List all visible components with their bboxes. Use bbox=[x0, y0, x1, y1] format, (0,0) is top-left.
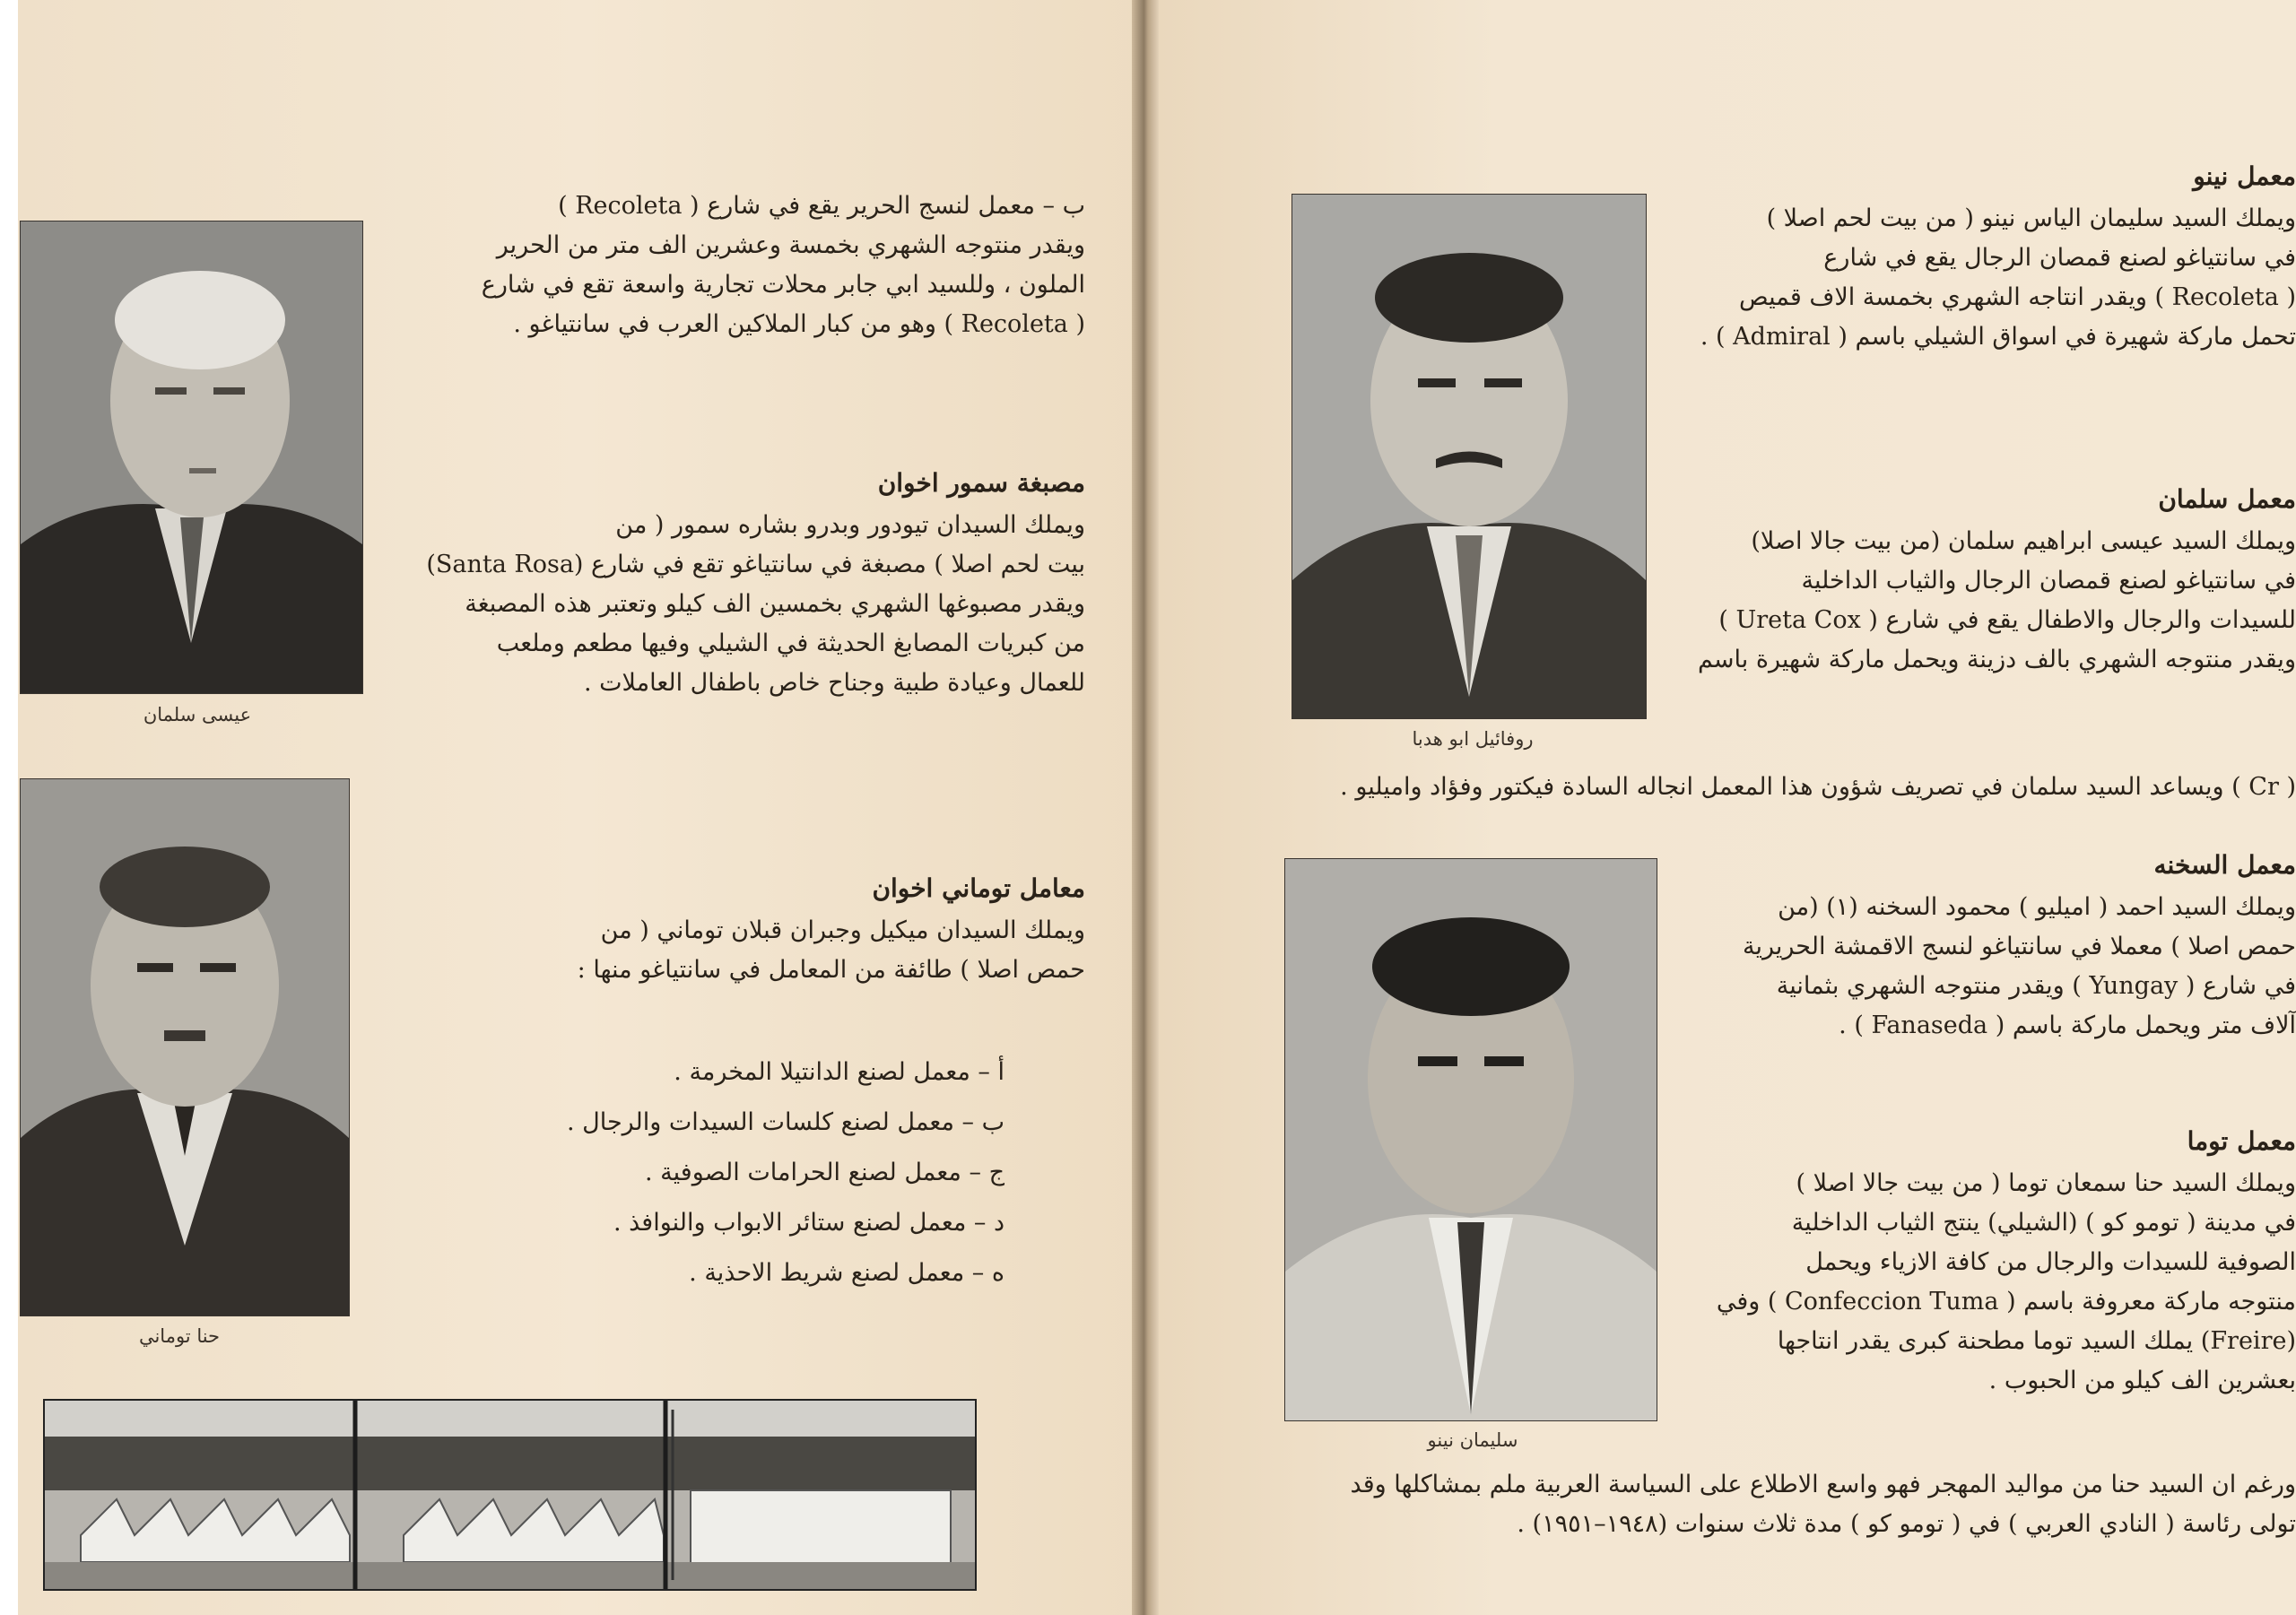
text-line: ويملك السيد عيسى ابراهيم سلمان (من بيت جالا اصلا) bbox=[1751, 527, 2296, 555]
text-line: بيت لحم اصلا ) مصبغة في سانتياغو تقع في شارع (Santa Rosa) bbox=[426, 551, 1085, 578]
text-line: تولى رئاسة ( النادي العربي ) في ( تومو كو ) مدة ثلاث سنوات (١٩٤٨–١٩٥١) . bbox=[1517, 1510, 2296, 1538]
section-toumani-brothers bbox=[395, 866, 1085, 990]
list-item: ب – معمل لصنع كلسات السيدات والرجال . bbox=[566, 1108, 1004, 1136]
section-heading: معامل توماني اخوان bbox=[872, 873, 1085, 903]
caption-photo-3: روفائيل ابو هدبا bbox=[1412, 728, 1534, 750]
text-line: ب – معمل لنسج الحرير يقع في شارع ( Recoleta ) bbox=[558, 192, 1085, 220]
text-line: بعشرين الف كيلو من الحبوب . bbox=[1988, 1367, 2296, 1394]
text-line: ويقدر منتوجه الشهري بالف دزينة ويحمل ماركة شهيرة باسم bbox=[1697, 646, 2296, 673]
portrait-photo-isa-salman bbox=[20, 221, 363, 694]
text-line: ( Cr ) ويساعد السيد سلمان في تصريف شؤون هذا المعمل انجاله السادة فيكتور وفؤاد واميليو . bbox=[1340, 773, 2296, 801]
portrait-illustration bbox=[1285, 859, 1657, 1420]
text-line: الملون ، وللسيد ابي جابر محلات تجارية واسعة تقع في شارع bbox=[481, 271, 1085, 299]
text-line: من كبريات المصابغ الحديثة في الشيلي وفيها مطعم وملعب bbox=[496, 630, 1085, 657]
section-heading: معمل سلمان bbox=[2158, 484, 2296, 514]
list-item: د – معمل لصنع ستائر الابواب والنوافذ . bbox=[613, 1209, 1004, 1237]
section-salman-factory bbox=[1683, 477, 2296, 680]
text-line: في شارع ( Yungay ) ويقدر منتوجه الشهري بثمانية bbox=[1776, 972, 2296, 1000]
text-line: ويقدر منتوجه الشهري بخمسة وعشرين الف متر من الحرير bbox=[496, 231, 1085, 259]
text-line: ويقدر مصبوغها الشهري بخمسين الف كيلو وتعتبر هذه المصبغة bbox=[465, 590, 1085, 618]
text-line: ويملك السيد حنا سمعان توما ( من بيت جالا اصلا ) bbox=[1796, 1169, 2296, 1197]
book-gutter bbox=[1132, 0, 1159, 1615]
text-line: حمص اصلا ) طائفة من المعامل في سانتياغو منها : bbox=[577, 956, 1085, 984]
factory-buildings-photo bbox=[43, 1399, 977, 1591]
text-line: ويملك السيدان تيودور وبدرو بشاره سمور ( من bbox=[615, 511, 1085, 539]
caption-photo-2: حنا توماني bbox=[138, 1325, 221, 1347]
text-line: ويملك السيدان ميكيل وجبران قبلان توماني ( من bbox=[600, 916, 1085, 944]
text-line: ( Recoleta ) ويقدر انتاجه الشهري بخمسة الاف قميص bbox=[1739, 283, 2296, 311]
left-page bbox=[18, 0, 1150, 1615]
caption-photo-4: سليمان نينو bbox=[1427, 1429, 1518, 1451]
list-item: ه – معمل لصنع شريط الاحذية . bbox=[689, 1259, 1004, 1287]
section-heading: معمل السخنه bbox=[2153, 850, 2296, 880]
portrait-illustration bbox=[21, 779, 349, 1315]
text-line: للعمال وعيادة طبية وجناح خاص باطفال العاملات . bbox=[583, 669, 1085, 697]
section-nino-factory bbox=[1683, 154, 2296, 357]
portrait-illustration bbox=[21, 221, 362, 693]
list-item: أ – معمل لصنع الدانتيلا المخرمة . bbox=[674, 1058, 1004, 1086]
list-item: ج – معمل لصنع الحرامات الصوفية . bbox=[645, 1159, 1004, 1186]
text-line: في مدينة ( تومو كو ) (الشيلي) ينتج الثياب الداخلية bbox=[1791, 1209, 2296, 1237]
portrait-illustration bbox=[1292, 195, 1646, 718]
section-heading: معمل نينو bbox=[2193, 161, 2296, 191]
text-line: ( Recoleta ) وهو من كبار الملاكين العرب في سانتياغو . bbox=[513, 310, 1085, 338]
paragraph-silk-factory bbox=[395, 187, 1085, 344]
text-line: ورغم ان السيد حنا من مواليد المهجر فهو واسع الاطلاع على السياسة العربية ملم بمشاكلها وقد bbox=[1350, 1471, 2296, 1498]
text-line: ويملك السيد سليمان الياس نينو ( من بيت لحم اصلا ) bbox=[1766, 204, 2296, 232]
factory-list bbox=[484, 1047, 1004, 1298]
section-sukhne-factory bbox=[1683, 843, 2296, 1046]
text-line: في سانتياغو لصنع قمصان الرجال يقع في شارع bbox=[1823, 244, 2296, 272]
closing-paragraph bbox=[1248, 1465, 2296, 1544]
text-line: آلاف متر ويحمل ماركة باسم ( Fanaseda ) . bbox=[1839, 1012, 2296, 1039]
factory-illustration bbox=[45, 1401, 975, 1589]
section-touma-factory bbox=[1683, 1119, 2296, 1401]
section-heading: مصبغة سمور اخوان bbox=[877, 468, 1085, 498]
portrait-photo-suleiman-nino bbox=[1284, 858, 1657, 1421]
salman-full-width-line bbox=[1248, 768, 2296, 807]
portrait-photo-hanna-toumani bbox=[20, 778, 350, 1316]
text-line: ويملك السيد احمد ( اميليو ) محمود السخنه (١) (من bbox=[1778, 893, 2296, 921]
text-line: حمص اصلا ) معملا في سانتياغو لنسج الاقمشة الحريرية bbox=[1742, 933, 2296, 960]
right-page bbox=[1159, 0, 2296, 1615]
text-line: منتوجه ماركة معروفة باسم ( Confeccion Tuma ) وفي bbox=[1716, 1288, 2296, 1315]
portrait-photo-rafael-abu-hadba bbox=[1292, 194, 1647, 719]
text-line: في سانتياغو لصنع قمصان الرجال والثياب الداخلية bbox=[1801, 567, 2296, 595]
text-line: للسيدات والرجال والاطفال يقع في شارع ( Ureta Cox ) bbox=[1718, 606, 2296, 634]
section-heading: معمل توما bbox=[2187, 1126, 2296, 1156]
text-line: (Freire) يملك السيد توما مطحنة كبرى يقدر انتاجها bbox=[1777, 1327, 2296, 1355]
text-line: تحمل ماركة شهيرة في اسواق الشيلي باسم ( Admiral ) . bbox=[1700, 323, 2296, 351]
text-line: الصوفية للسيدات والرجال من كافة الازياء ويحمل bbox=[1805, 1248, 2296, 1276]
caption-photo-1: عيسى سلمان bbox=[143, 704, 252, 725]
section-samour-brothers bbox=[395, 461, 1085, 703]
